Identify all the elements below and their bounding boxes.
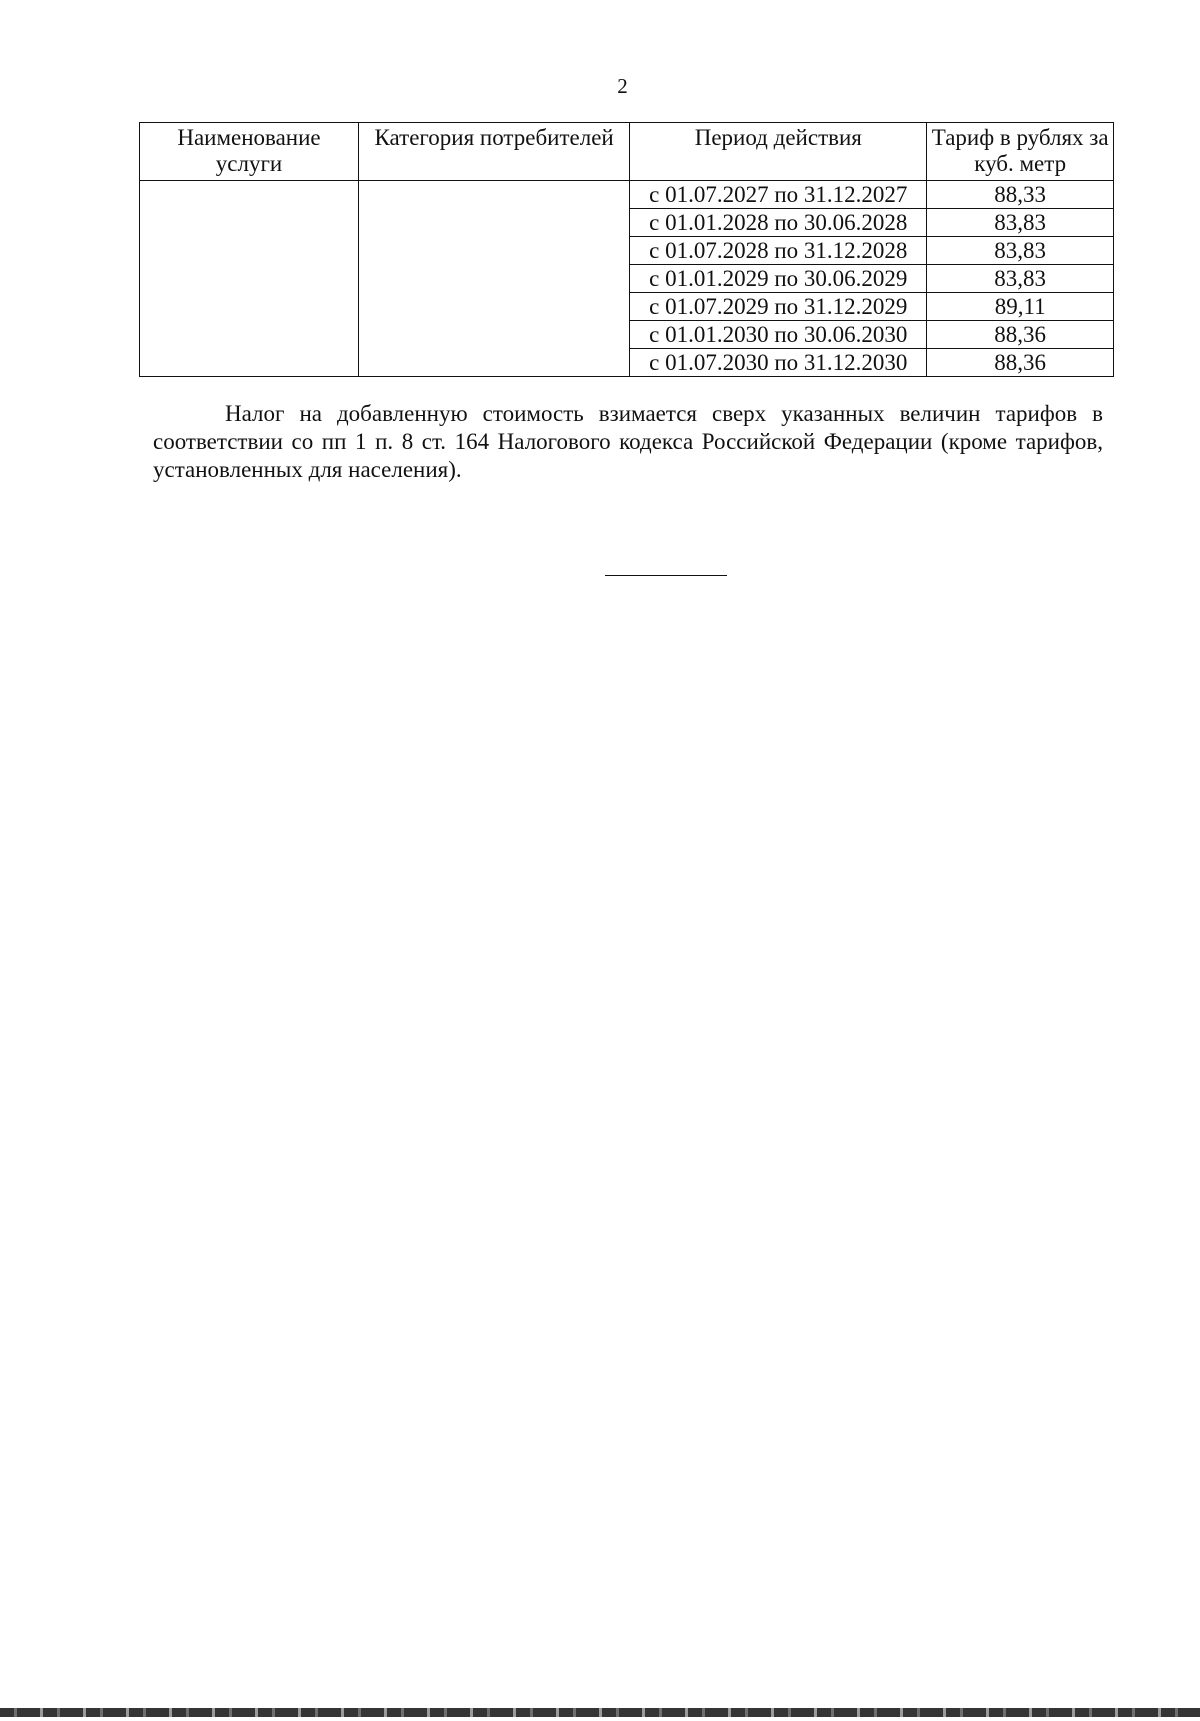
tariff-table [139, 122, 1114, 377]
header-service-name: Наименование услуги [140, 123, 359, 181]
tariff-cell: 89,11 [927, 293, 1114, 321]
tariff-cell: 88,33 [927, 181, 1114, 209]
tariff-cell: 88,36 [927, 321, 1114, 349]
consumer-category-cell [358, 181, 629, 377]
period-cell: с 01.07.2030 по 31.12.2030 [630, 349, 927, 377]
period-cell: с 01.07.2028 по 31.12.2028 [630, 237, 927, 265]
service-name-cell [140, 181, 359, 377]
period-cell: с 01.01.2030 по 30.06.2030 [630, 321, 927, 349]
period-cell: с 01.01.2028 по 30.06.2028 [630, 209, 927, 237]
tariff-cell: 88,36 [927, 349, 1114, 377]
end-of-document-rule [605, 575, 727, 576]
scan-edge-artifact [0, 1708, 1200, 1717]
tariff-cell: 83,83 [927, 209, 1114, 237]
header-period: Период действия [630, 123, 927, 181]
period-cell: с 01.07.2029 по 31.12.2029 [630, 293, 927, 321]
header-tariff: Тариф в рублях за куб. метр [927, 123, 1114, 181]
vat-note-paragraph: Налог на добавленную стоимость взимается сверх указанных величин тарифов в соответствии со пп 1 п. 8 ст. 164 Налогового кодекса Российской Федерации (кроме тарифов, установленных для населения). [153, 401, 1103, 482]
table-header-row [140, 123, 1114, 181]
period-cell: с 01.07.2027 по 31.12.2027 [630, 181, 927, 209]
tariff-cell: 83,83 [927, 237, 1114, 265]
page-number: 2 [617, 74, 628, 98]
period-cell: с 01.01.2029 по 30.06.2029 [630, 265, 927, 293]
table-row [140, 181, 1114, 209]
tariff-cell: 83,83 [927, 265, 1114, 293]
header-consumer-category: Категория потребителей [358, 123, 629, 181]
